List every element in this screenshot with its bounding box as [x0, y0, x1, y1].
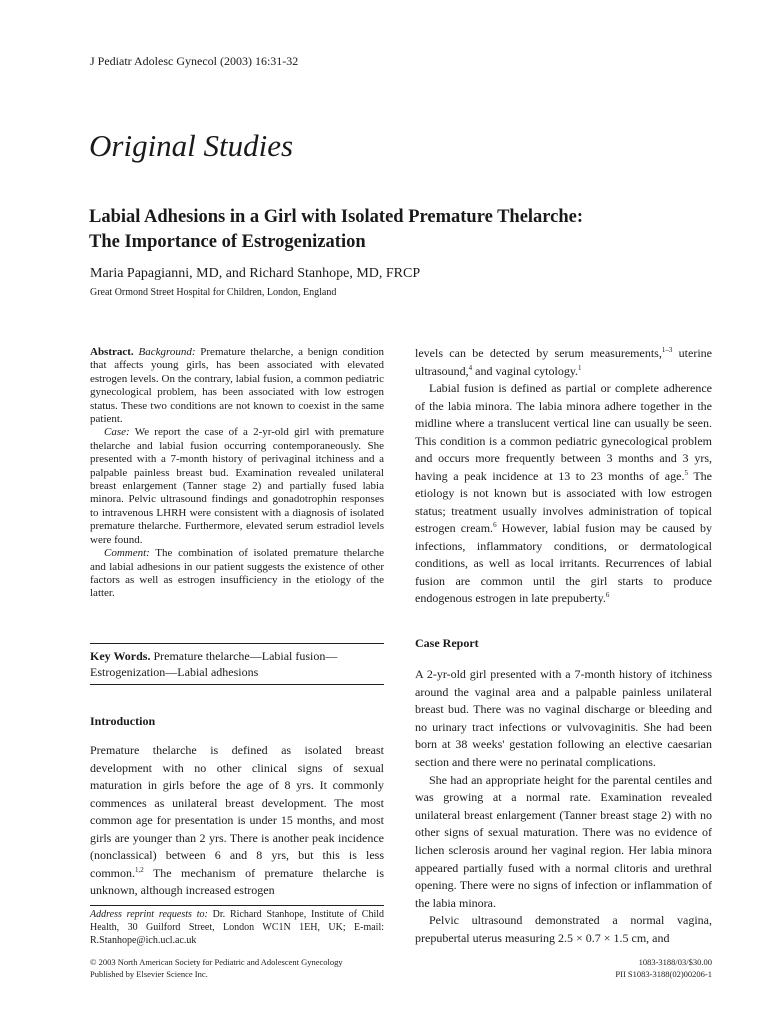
citation-ref: 6 [493, 521, 497, 529]
case-report-heading: Case Report [415, 636, 479, 650]
introduction-heading: Introduction [90, 714, 156, 728]
copyright-line-2: Published by Elsevier Science Inc. [90, 969, 208, 979]
section-title: Original Studies [89, 128, 294, 163]
copyright [90, 956, 343, 980]
labial-fusion-text: However, labial fusion may be caused by infections, inflammatory conditions, or dermatological conditions, as well as local irritants. Recurrences of labial fusion are common until the girl starts to produce endogenous estrogen in late prepuberty. [415, 521, 712, 605]
case-report-paragraph-2: She had an appropriate height for the parental centiles and was growing at a normal rate. Examination revealed unilateral breast enlargement (Tanner breast stage 2) with no other signs of sexual maturation. There was no evidence of lichen sclerosis around her vaginal region. Her labia minora appeared partially fused with a normal clitoris and urethral opening. There were no signs of infection or inflammation of the labia minora. [415, 772, 712, 910]
citation-ref: 6 [605, 591, 610, 599]
article-identifiers [560, 956, 712, 980]
keywords-top-rule [90, 643, 384, 644]
introduction-text-continued: The mechanism of premature thelarche is unknown, although increased estrogen [90, 865, 384, 897]
citation-ref: 4 [468, 363, 473, 372]
comment-label: Comment: [104, 547, 150, 560]
citation-ref: 1,2 [135, 865, 144, 874]
abstract-comment [90, 547, 384, 601]
footnote [90, 908, 384, 947]
labial-fusion-text: The etiology is not known but is associated with low estrogen status; treatment usually involves administration of topical estrogen cream. [415, 468, 712, 535]
continuation-paragraph [415, 345, 712, 380]
case-text: We report the case of a 2-yr-old girl with premature thelarche and labial fusion occurring contemporaneously. She presented with a 7-month history of perivaginal itchiness and a palpable painless breast bud. Examination revealed unilateral breast enlargement (Tanner stage 2) and partially fused labia minora. Pelvic ultrasound findings and gonadotrophin responses to intravenous LHRH were consistent with a diagnosis of isolated premature thelarche. Furthermore, elevated serum estradiol levels were found. [90, 426, 384, 546]
right-column-continuation [415, 345, 712, 608]
keywords [90, 648, 384, 680]
background-label: Background: [138, 346, 196, 358]
continuation-text: and vaginal cytology. [475, 363, 579, 378]
keywords-label: Key Words. [90, 649, 151, 663]
abstract-case [90, 426, 384, 547]
journal-citation: J Pediatr Adolesc Gynecol (2003) 16:31-32 [90, 54, 299, 68]
issn-price: 1083-3188/03/$30.00 [638, 957, 712, 967]
footnote-label: Address reprint requests to: [90, 909, 208, 920]
background-text: Premature thelarche, a benign condition that affects young girls, has been associated with elevated estrogen levels. On the contrary, labial fusion, a common pediatric gynecological problem, has been associated with low estrogen status. These two conditions are not known to coexist in the same patient. [90, 346, 385, 426]
introduction-body [90, 742, 384, 900]
citation-ref: 1 [578, 363, 582, 372]
footnote-text: Dr. Richard Stanhope, Institute of Child Health, 30 Guilford Street, London WC1N 1EH, UK; E-mail: R.Stanhope@ich.ucl.ac.uk [90, 909, 385, 946]
affiliation: Great Ormond Street Hospital for Children, London, England [90, 287, 337, 298]
labial-fusion-paragraph [415, 380, 712, 608]
footnote-rule [90, 905, 384, 906]
citation-ref: 1–3 [661, 346, 673, 354]
authors: Maria Papagianni, MD, and Richard Stanhope, MD, FRCP [90, 266, 421, 281]
introduction-paragraph [90, 742, 384, 900]
abstract [90, 346, 384, 601]
abstract-background [90, 346, 384, 426]
keywords-bottom-rule [90, 684, 384, 685]
comment-text: The combination of isolated premature thelarche and labial adhesions in our patient suggests the existence of other factors as well as estrogen insufficiency in the etiology of the latter. [90, 547, 384, 600]
continuation-text: uterine ultrasound, [415, 346, 712, 378]
footnote-paragraph [90, 908, 384, 947]
copyright-line-1: © 2003 North American Society for Pediatric and Adolescent Gynecology [90, 957, 343, 967]
pii: PII S1083-3188(02)00206-1 [615, 969, 712, 979]
case-report-body [415, 666, 712, 948]
article-title [89, 205, 709, 255]
article-title-line-2: The Importance of Estrogenization [89, 232, 366, 252]
case-report-paragraph-3: Pelvic ultrasound demonstrated a normal vagina, prepubertal uterus measuring 2.5 × 0.7 × 1.5 cm, and [415, 913, 712, 945]
citation-ref: 5 [684, 468, 688, 477]
keywords-text: Premature thelarche—Labial fusion—Estrogenization—Labial adhesions [90, 649, 338, 679]
article-title-line-1: Labial Adhesions in a Girl with Isolated Premature Thelarche: [89, 207, 584, 227]
labial-fusion-text: Labial fusion is defined as partial or complete adherence of the labia minora. The labia minora adhere together in the midline where a translucent vertical line can usually be seen. This condition is a common pediatric gynecological problem and occurs more frequently between 3 months and 3 yrs, having a peak incidence at 13 to 23 months of age. [415, 381, 712, 483]
abstract-label: Abstract. [90, 346, 134, 358]
introduction-text: Premature thelarche is defined as isolated breast development with no other clinical signs of sexual maturation in girls before the age of 8 yrs. It commonly commences as unilateral breast development. The most common age for presentation is under 15 months, and most girls are younger than 2 yrs. There is another peak incidence (nonclassical) between 6 and 8 yrs, but this is less common. [90, 743, 384, 880]
continuation-text: levels can be detected by serum measurements, [415, 346, 662, 360]
case-report-paragraph-1: A 2-yr-old girl presented with a 7-month history of itchiness around the vaginal area and a palpable painless unilateral breast bud. There was no vaginal discharge or bleeding and no urinary tract infections or vulvovaginitis. She had been born at 38 weeks' gestation following an elective caesarian section and there were no perinatal complications. [415, 667, 712, 769]
case-label: Case: [104, 426, 130, 439]
